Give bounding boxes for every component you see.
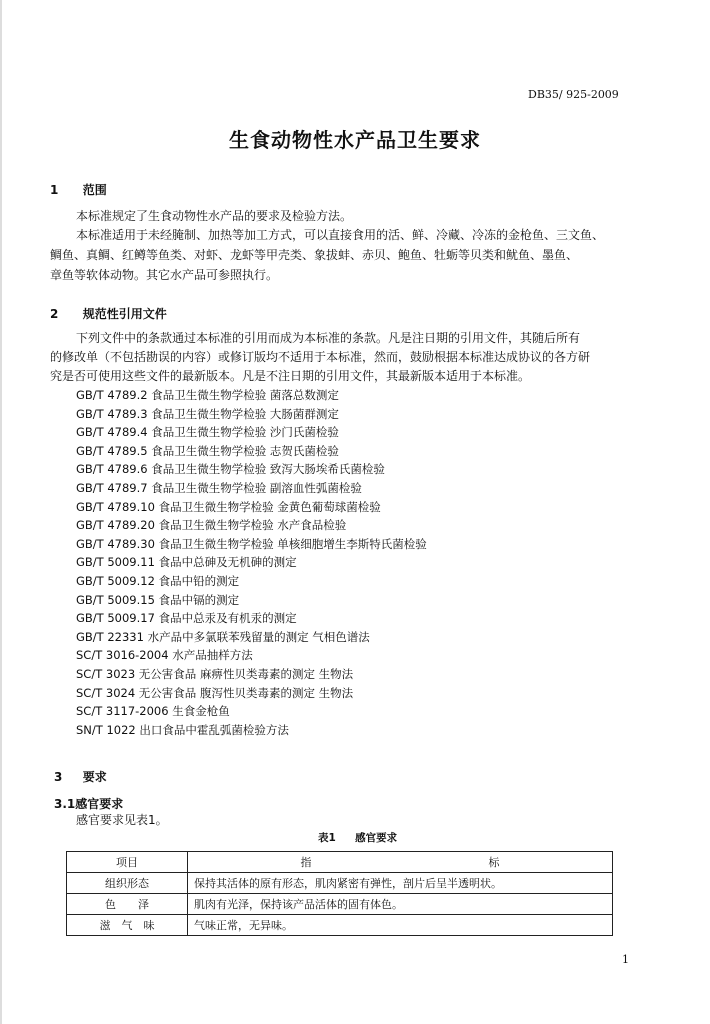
section-1-heading <box>50 181 107 198</box>
reference-item: SC/T 3024 无公害食品 腹泻性贝类毒素的测定 生物法 <box>76 685 354 700</box>
table-header-spec-a: 指 <box>300 856 312 869</box>
section-3-number: 3 <box>54 770 63 784</box>
reference-item: GB/T 4789.10 食品卫生微生物学检验 金黄色葡萄球菌检验 <box>76 499 381 514</box>
section-1-title: 范围 <box>82 183 107 197</box>
table-cell-item: 组织形态 <box>67 873 188 894</box>
reference-item: GB/T 4789.4 食品卫生微生物学检验 沙门氏菌检验 <box>76 425 339 440</box>
subsection-3-1-number: 3.1 <box>54 797 76 811</box>
document-title: 生食动物性水产品卫生要求 <box>229 128 481 152</box>
section-3-title: 要求 <box>82 770 107 784</box>
reference-item: GB/T 4789.2 食品卫生微生物学检验 菌落总数测定 <box>76 388 339 402</box>
reference-item: SC/T 3117-2006 生食金枪鱼 <box>76 704 230 719</box>
table-cell-item: 色 泽 <box>67 894 188 915</box>
table-cell-spec: 肌肉有光泽，保持该产品活体的固有体色。 <box>188 894 613 915</box>
reference-item: GB/T 4789.7 食品卫生微生物学检验 副溶血性弧菌检验 <box>76 480 362 495</box>
reference-item: GB/T 5009.11 食品中总砷及无机砷的测定 <box>76 555 297 570</box>
page-number: 1 <box>622 953 629 966</box>
table-cell-spec: 气味正常，无异味。 <box>188 915 613 936</box>
reference-item: SC/T 3016-2004 水产品抽样方法 <box>76 648 253 663</box>
subsection-3-1-title: 感官要求 <box>75 797 124 811</box>
table-cell-item: 滋 气 味 <box>67 915 188 936</box>
reference-item: GB/T 4789.20 食品卫生微生物学检验 水产食品检验 <box>76 518 347 533</box>
table-row <box>67 873 613 894</box>
table-header-row <box>67 852 613 873</box>
section-2-title: 规范性引用文件 <box>82 307 167 321</box>
section-3-heading <box>54 768 107 785</box>
reference-item: GB/T 5009.12 食品中铅的测定 <box>76 573 240 588</box>
table-row <box>67 894 613 915</box>
reference-item: SN/T 1022 出口食品中霍乱弧菌检验方法 <box>76 722 289 737</box>
table-caption-number: 表1 <box>318 832 336 844</box>
reference-item: GB/T 4789.5 食品卫生微生物学检验 志贺氏菌检验 <box>76 443 339 458</box>
sensory-reference-text: 感官要求见表1。 <box>76 813 168 827</box>
table-caption <box>318 830 397 845</box>
scope-paragraph-1: 本标准规定了生食动物性水产品的要求及检验方法。 <box>76 209 353 223</box>
reference-item: GB/T 4789.6 食品卫生微生物学检验 致泻大肠埃希氏菌检验 <box>76 462 385 477</box>
table-cell-spec: 保持其活体的原有形态，肌肉紧密有弹性，剖片后呈半透明状。 <box>188 873 613 894</box>
standard-number: DB35/ 925-2009 <box>528 88 619 101</box>
reference-item: SC/T 3023 无公害食品 麻痹性贝类毒素的测定 生物法 <box>76 666 354 681</box>
table-header-spec <box>188 852 613 873</box>
scope-paragraph-2-line-2: 鲷鱼、真鲷、红鳟等鱼类、对虾、龙虾等甲壳类、象拔蚌、赤贝、鲍鱼、牡蛎等贝类和鱿鱼、墨鱼、 <box>50 248 579 262</box>
section-2-heading <box>50 305 167 322</box>
reference-item: GB/T 5009.15 食品中镉的测定 <box>76 592 240 607</box>
reference-item: GB/T 4789.3 食品卫生微生物学检验 大肠菌群测定 <box>76 406 339 421</box>
reference-list <box>76 386 427 739</box>
section-2-number: 2 <box>50 307 59 321</box>
references-intro-line-2: 的修改单（不包括勘误的内容）或修订版均不适用于本标准，然而，鼓励根据本标准达成协议的各方研 <box>50 350 591 364</box>
references-intro-line-3: 究是否可使用这些文件的最新版本。凡是不注日期的引用文件，其最新版本适用于本标准。 <box>50 369 531 383</box>
sensory-requirements-table <box>66 851 613 936</box>
section-1-number: 1 <box>50 183 59 197</box>
reference-item: GB/T 5009.17 食品中总汞及有机汞的测定 <box>76 611 297 626</box>
table-header-item: 项目 <box>67 852 188 873</box>
table-row <box>67 915 613 936</box>
table-header-spec-b: 标 <box>488 856 500 869</box>
reference-item: GB/T 22331 水产品中多氯联苯残留量的测定 气相色谱法 <box>76 629 370 644</box>
reference-item: GB/T 4789.30 食品卫生微生物学检验 单核细胞增生李斯特氏菌检验 <box>76 536 427 551</box>
scope-paragraph-2-line-3: 章鱼等软体动物。其它水产品可参照执行。 <box>50 268 279 282</box>
table-caption-title: 感官要求 <box>355 832 398 844</box>
scan-edge <box>0 0 2 1024</box>
scope-paragraph-2-line-1: 本标准适用于未经腌制、加热等加工方式，可以直接食用的活、鲜、冷藏、冷冻的金枪鱼、三文鱼、 <box>76 228 605 242</box>
references-intro-line-1: 下列文件中的条款通过本标准的引用而成为本标准的条款。凡是注日期的引用文件，其随后所有 <box>76 331 581 345</box>
